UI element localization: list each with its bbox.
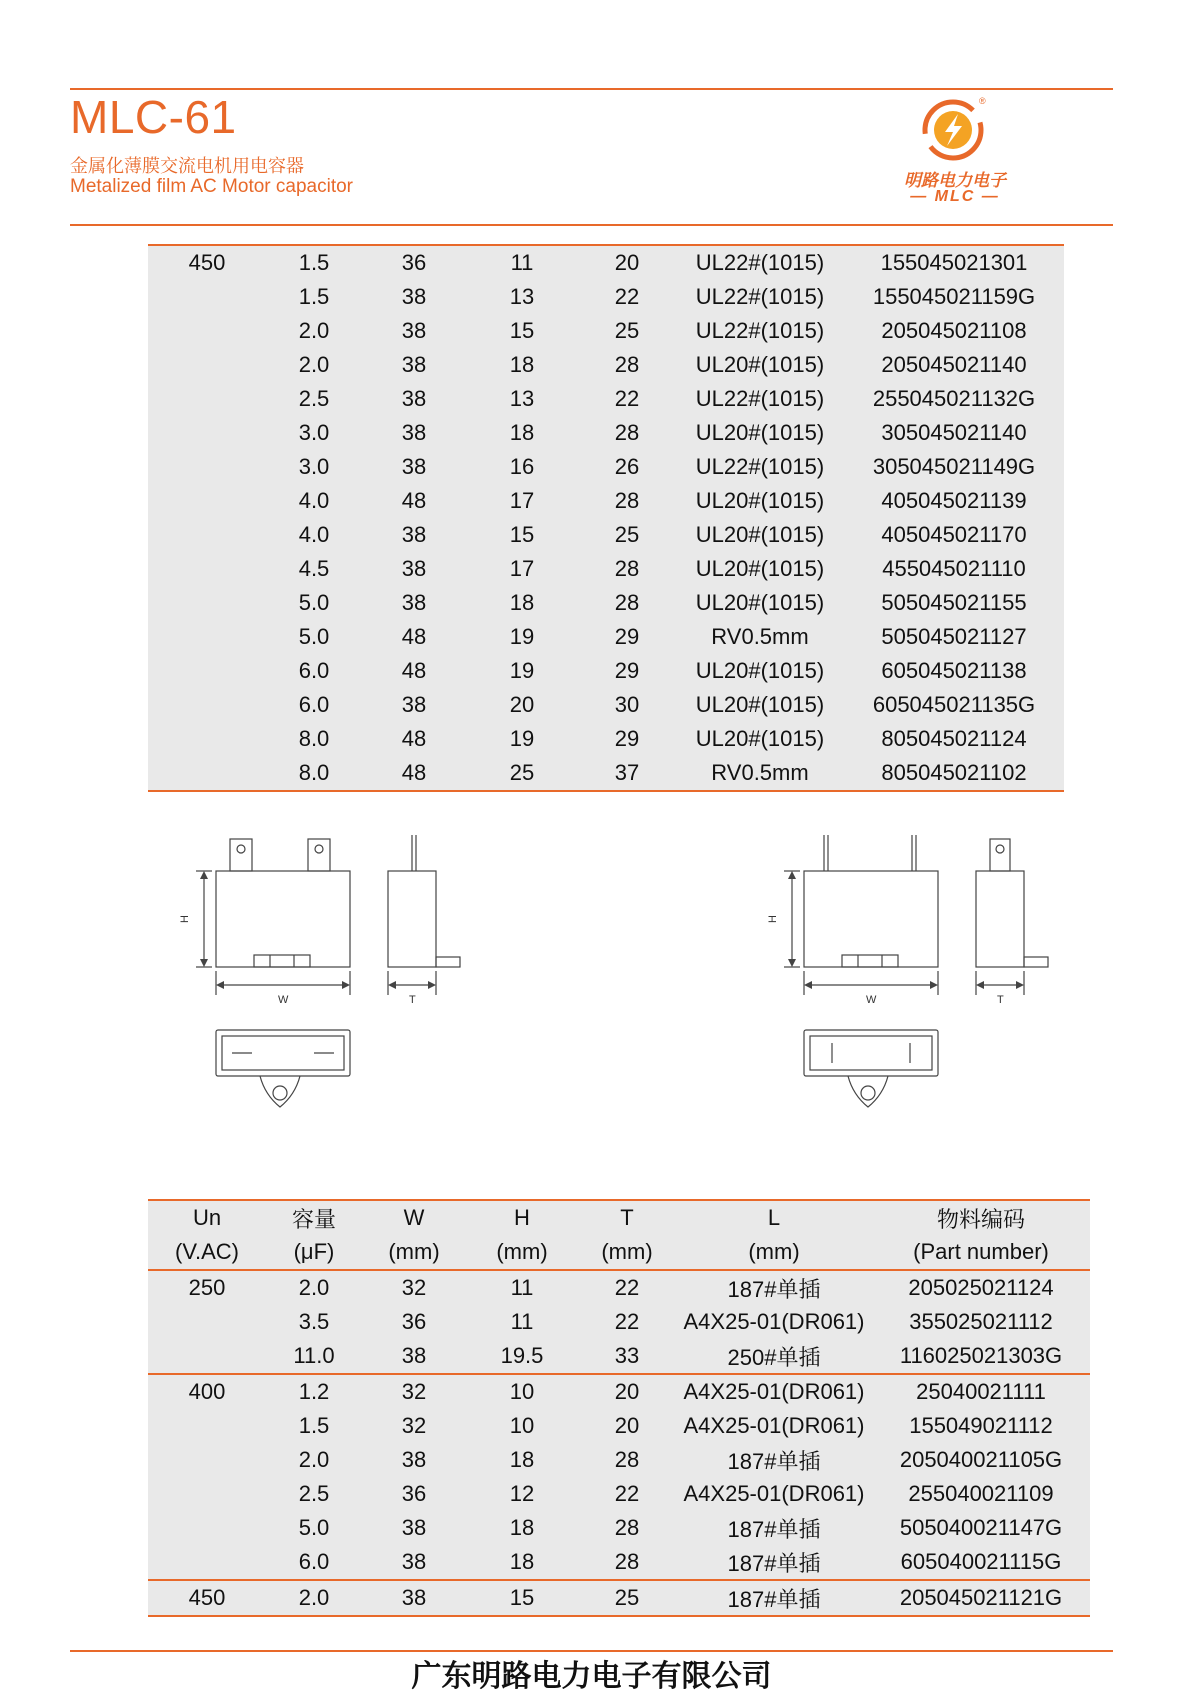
table-cell: [148, 314, 266, 348]
table-cell: 18: [509, 1515, 535, 1540]
table-cell: A4X25-01(DR061): [676, 1374, 872, 1409]
table-cell: 48: [401, 624, 427, 649]
table-cell: 28: [614, 556, 640, 581]
table-cell: 25: [578, 1580, 676, 1616]
table-cell: 4.0: [298, 488, 330, 513]
column-header: W: [403, 1205, 425, 1230]
table-cell: UL20#(1015): [695, 590, 825, 615]
table-cell: 2.0: [298, 318, 330, 343]
table-cell: 38: [401, 692, 427, 717]
table-cell: A4X25-01(DR061): [683, 1481, 865, 1506]
table-row: [148, 416, 1064, 450]
table-cell: [148, 688, 266, 722]
table-cell: 25: [509, 760, 535, 785]
column-header: H: [514, 1205, 530, 1230]
table-cell: 19: [509, 658, 535, 683]
dimension-drawing-right: [748, 825, 1068, 1125]
table-cell: 22: [614, 1275, 640, 1300]
table-cell: 29: [614, 658, 640, 683]
table-row: [148, 688, 1064, 722]
table-cell: 255045021132G: [872, 386, 1036, 411]
table-cell: A4X25-01(DR061): [683, 1309, 865, 1334]
table-row: [148, 314, 1064, 348]
table-cell: 20: [509, 692, 535, 717]
table-cell: [148, 1339, 266, 1374]
table-row: [148, 1270, 1090, 1305]
column-header: (mm): [466, 1235, 578, 1270]
table-cell: [148, 280, 266, 314]
table-cell: 13: [509, 284, 535, 309]
table-cell: [148, 586, 266, 620]
table-cell: 1.2: [266, 1374, 362, 1409]
table-cell: 4.5: [298, 556, 330, 581]
column-header: (Part number): [872, 1235, 1090, 1270]
table-cell: 38: [401, 420, 427, 445]
table-cell: 33: [614, 1343, 640, 1368]
table-cell: 19: [509, 726, 535, 751]
table-cell: 405045021170: [881, 522, 1027, 547]
table-cell: 22: [614, 386, 640, 411]
table-cell: 19: [509, 624, 535, 649]
table-cell: 1.5: [298, 1413, 330, 1438]
table-cell: A4X25-01(DR061): [683, 1413, 865, 1438]
table-row: [148, 518, 1064, 552]
table-cell: 22: [614, 1481, 640, 1506]
table-cell: 6.0: [298, 692, 330, 717]
table-cell: [148, 654, 266, 688]
table-row: [148, 1545, 1090, 1580]
table-cell: 11: [510, 1309, 534, 1334]
table-cell: 15: [509, 522, 535, 547]
table-row: [148, 1580, 1090, 1616]
table-cell: 22: [614, 284, 640, 309]
table-cell: 19.5: [500, 1343, 544, 1368]
table-cell: 3.5: [298, 1309, 330, 1334]
table-cell: 25: [614, 318, 640, 343]
table-cell: 13: [509, 386, 535, 411]
table-cell: 38: [362, 1580, 466, 1616]
table-cell: 2.0: [298, 352, 330, 377]
table-cell: 450: [188, 250, 226, 275]
table-cell: 116025021303G: [899, 1343, 1063, 1368]
table-cell: 28: [614, 590, 640, 615]
spec-table-quick-connect: [148, 1199, 1090, 1617]
spec-table-450v-leads: [148, 244, 1064, 792]
table-cell: 28: [614, 1515, 640, 1540]
table-row: [148, 245, 1064, 280]
table-cell: 38: [401, 1343, 427, 1368]
table-cell: 38: [401, 590, 427, 615]
table-cell: 48: [401, 726, 427, 751]
table-header-units-row: [148, 1235, 1090, 1270]
table-cell: 48: [401, 760, 427, 785]
table-cell: 36: [401, 250, 427, 275]
column-header: (mm): [676, 1235, 872, 1270]
table-cell: 28: [614, 488, 640, 513]
table-cell: 38: [401, 352, 427, 377]
table-cell: [148, 416, 266, 450]
table-cell: [148, 1545, 266, 1580]
table-cell: 20: [578, 1374, 676, 1409]
table-cell: 805045021124: [881, 726, 1027, 751]
logo-chinese-name: 明路电力电子: [904, 171, 1006, 190]
subtitle-chinese: 金属化薄膜交流电机用电容器: [70, 156, 304, 177]
column-header: 容量: [291, 1206, 336, 1232]
table-cell: 32: [362, 1374, 466, 1409]
column-header: T: [620, 1205, 634, 1230]
table-cell: 405045021139: [881, 488, 1027, 513]
table-cell: [148, 518, 266, 552]
table-cell: 26: [614, 454, 640, 479]
table-cell: UL20#(1015): [695, 420, 825, 445]
table-cell: 16: [509, 454, 535, 479]
column-header: 物料编码: [936, 1206, 1025, 1232]
table-cell: 2.5: [298, 1481, 330, 1506]
page-title: MLC-61: [70, 91, 237, 143]
table-cell: 20: [614, 250, 640, 275]
table-cell: 355025021112: [909, 1309, 1053, 1334]
table-cell: 11.0: [293, 1343, 335, 1368]
table-cell: 18: [509, 352, 535, 377]
table-row: [148, 756, 1064, 791]
table-row: [148, 722, 1064, 756]
table-cell: 38: [401, 1549, 427, 1574]
table-cell: 29: [614, 624, 640, 649]
table-row: [148, 382, 1064, 416]
thickness-label: T: [997, 994, 1004, 1006]
table-cell: 6.0: [298, 658, 330, 683]
table-cell: 38: [401, 454, 427, 479]
column-header: (μF): [266, 1235, 362, 1270]
table-cell: 48: [401, 658, 427, 683]
table-cell: 12: [509, 1481, 535, 1506]
table-cell: UL22#(1015): [695, 454, 825, 479]
table-cell: 155045021159G: [872, 284, 1036, 309]
table-cell: 28: [614, 352, 640, 377]
table-cell: UL20#(1015): [695, 556, 825, 581]
table-cell: 30: [614, 692, 640, 717]
table-cell: [148, 348, 266, 382]
table-cell: 28: [614, 1549, 640, 1574]
table-row: [148, 1374, 1090, 1409]
thickness-label: T: [409, 994, 416, 1006]
table-cell: 505045021127: [881, 624, 1027, 649]
table-cell: 2.0: [298, 1447, 330, 1472]
table-cell: [148, 756, 266, 791]
table-row: [148, 654, 1064, 688]
table-row: [148, 280, 1064, 314]
table-cell: 38: [401, 522, 427, 547]
column-header: (mm): [362, 1235, 466, 1270]
table-cell: [148, 620, 266, 654]
table-cell: 29: [614, 726, 640, 751]
table-cell: RV0.5mm: [711, 624, 809, 649]
table-cell: 17: [509, 556, 535, 581]
table-cell: 187#单插: [727, 1276, 821, 1302]
table-cell: 17: [509, 488, 535, 513]
table-cell: 36: [401, 1481, 427, 1506]
table-cell: [148, 382, 266, 416]
table-cell: 38: [401, 284, 427, 309]
table-cell: [148, 1443, 266, 1477]
dimension-drawing-left: [160, 825, 480, 1125]
table-cell: 505040021147G: [899, 1515, 1063, 1540]
table-row: [148, 620, 1064, 654]
table-cell: 18: [509, 420, 535, 445]
table-row: [148, 484, 1064, 518]
table-cell: 205040021105G: [899, 1447, 1063, 1472]
table-cell: 32: [401, 1413, 427, 1438]
height-label: H: [767, 915, 779, 923]
table-cell: 25040021111: [872, 1374, 1090, 1409]
svg-text:®: ®: [979, 96, 986, 106]
table-cell: [148, 1409, 266, 1443]
footer-company-name: 广东明路电力电子有限公司: [411, 1659, 772, 1694]
table-row: [148, 1477, 1090, 1511]
subtitle-english: Metalized film AC Motor capacitor: [70, 176, 353, 197]
table-cell: 18: [509, 590, 535, 615]
table-cell: 15: [466, 1580, 578, 1616]
table-cell: 38: [401, 556, 427, 581]
table-cell: 205045021121G: [872, 1580, 1090, 1616]
table-cell: [148, 1511, 266, 1545]
table-cell: 155045021301: [880, 250, 1028, 275]
header-bottom-rule: [70, 224, 1113, 226]
table-cell: UL22#(1015): [695, 250, 825, 275]
table-cell: 36: [401, 1309, 427, 1334]
table-cell: 805045021102: [881, 760, 1027, 785]
width-label: W: [866, 994, 877, 1006]
table-cell: 10: [509, 1413, 535, 1438]
column-header: (mm): [578, 1235, 676, 1270]
table-cell: 505045021155: [881, 590, 1027, 615]
table-cell: RV0.5mm: [711, 760, 809, 785]
table-cell: 187#单插: [676, 1580, 872, 1616]
table-cell: 37: [614, 760, 640, 785]
table-cell: [148, 552, 266, 586]
table-cell: 255040021109: [908, 1481, 1054, 1506]
table-cell: UL22#(1015): [695, 386, 825, 411]
table-cell: 48: [401, 488, 427, 513]
table-row: [148, 1511, 1090, 1545]
table-cell: 250#单插: [727, 1344, 821, 1370]
table-cell: 400: [148, 1374, 266, 1409]
table-cell: 15: [509, 318, 535, 343]
table-cell: 28: [614, 1447, 640, 1472]
table-cell: 32: [401, 1275, 427, 1300]
table-cell: [148, 1477, 266, 1511]
table-row: [148, 348, 1064, 382]
table-cell: [148, 484, 266, 518]
table-cell: 305045021140: [881, 420, 1027, 445]
table-cell: 250: [188, 1275, 226, 1300]
table-cell: [148, 1305, 266, 1339]
column-header: (V.AC): [148, 1235, 266, 1270]
table-cell: [148, 722, 266, 756]
table-cell: 605045021138: [881, 658, 1027, 683]
table-cell: 4.0: [298, 522, 330, 547]
table-cell: 2.5: [298, 386, 330, 411]
table-cell: 605040021115G: [900, 1549, 1062, 1574]
table-cell: 2.0: [266, 1580, 362, 1616]
table-cell: 6.0: [298, 1549, 330, 1574]
table-cell: 11: [510, 1275, 534, 1300]
table-cell: 605045021135G: [872, 692, 1036, 717]
table-cell: 205045021140: [881, 352, 1027, 377]
table-cell: 8.0: [298, 760, 330, 785]
table-row: [148, 1339, 1090, 1374]
table-cell: 1.5: [298, 284, 330, 309]
height-label: H: [179, 915, 191, 923]
table-cell: 455045021110: [882, 556, 1026, 581]
table-cell: 187#单插: [727, 1516, 821, 1542]
table-cell: UL20#(1015): [695, 488, 825, 513]
table-row: [148, 552, 1064, 586]
table-cell: 11: [510, 250, 534, 275]
table-cell: 18: [509, 1549, 535, 1574]
table-cell: UL20#(1015): [695, 522, 825, 547]
table-cell: 38: [401, 318, 427, 343]
table-cell: 5.0: [298, 590, 330, 615]
table-cell: 38: [401, 386, 427, 411]
table-cell: UL20#(1015): [695, 692, 825, 717]
table-row: [148, 1409, 1090, 1443]
table-cell: 38: [401, 1515, 427, 1540]
table-cell: 22: [614, 1309, 640, 1334]
table-cell: 5.0: [298, 1515, 330, 1540]
table-cell: 3.0: [298, 420, 330, 445]
column-header: L: [767, 1205, 781, 1230]
table-header-row: [148, 1200, 1090, 1235]
company-logo: [895, 90, 1015, 216]
table-cell: 20: [614, 1413, 640, 1438]
logo-mark-icon: [895, 90, 1015, 170]
table-cell: UL20#(1015): [695, 726, 825, 751]
table-cell: 305045021149G: [872, 454, 1036, 479]
table-cell: 155049021112: [909, 1413, 1053, 1438]
width-label: W: [278, 994, 289, 1006]
table-cell: 8.0: [298, 726, 330, 751]
column-header: Un: [192, 1205, 222, 1230]
table-cell: 28: [614, 420, 640, 445]
table-cell: 450: [148, 1580, 266, 1616]
table-cell: UL20#(1015): [695, 352, 825, 377]
logo-english-name: — MLC —: [910, 188, 1000, 205]
table-cell: 1.5: [298, 250, 330, 275]
table-cell: 205045021108: [881, 318, 1027, 343]
table-cell: 3.0: [298, 454, 330, 479]
table-cell: 205025021124: [908, 1275, 1054, 1300]
table-cell: 2.0: [298, 1275, 330, 1300]
table-cell: UL20#(1015): [695, 658, 825, 683]
table-row: [148, 450, 1064, 484]
table-cell: UL22#(1015): [695, 318, 825, 343]
table-cell: [148, 450, 266, 484]
table-cell: 25: [614, 522, 640, 547]
table-cell: 5.0: [298, 624, 330, 649]
table-cell: 187#单插: [727, 1448, 821, 1474]
table-row: [148, 586, 1064, 620]
table-cell: UL22#(1015): [695, 284, 825, 309]
table-cell: 38: [401, 1447, 427, 1472]
table-cell: 187#单插: [727, 1550, 821, 1576]
table-row: [148, 1443, 1090, 1477]
table-cell: 18: [509, 1447, 535, 1472]
table-cell: 10: [466, 1374, 578, 1409]
table-row: [148, 1305, 1090, 1339]
